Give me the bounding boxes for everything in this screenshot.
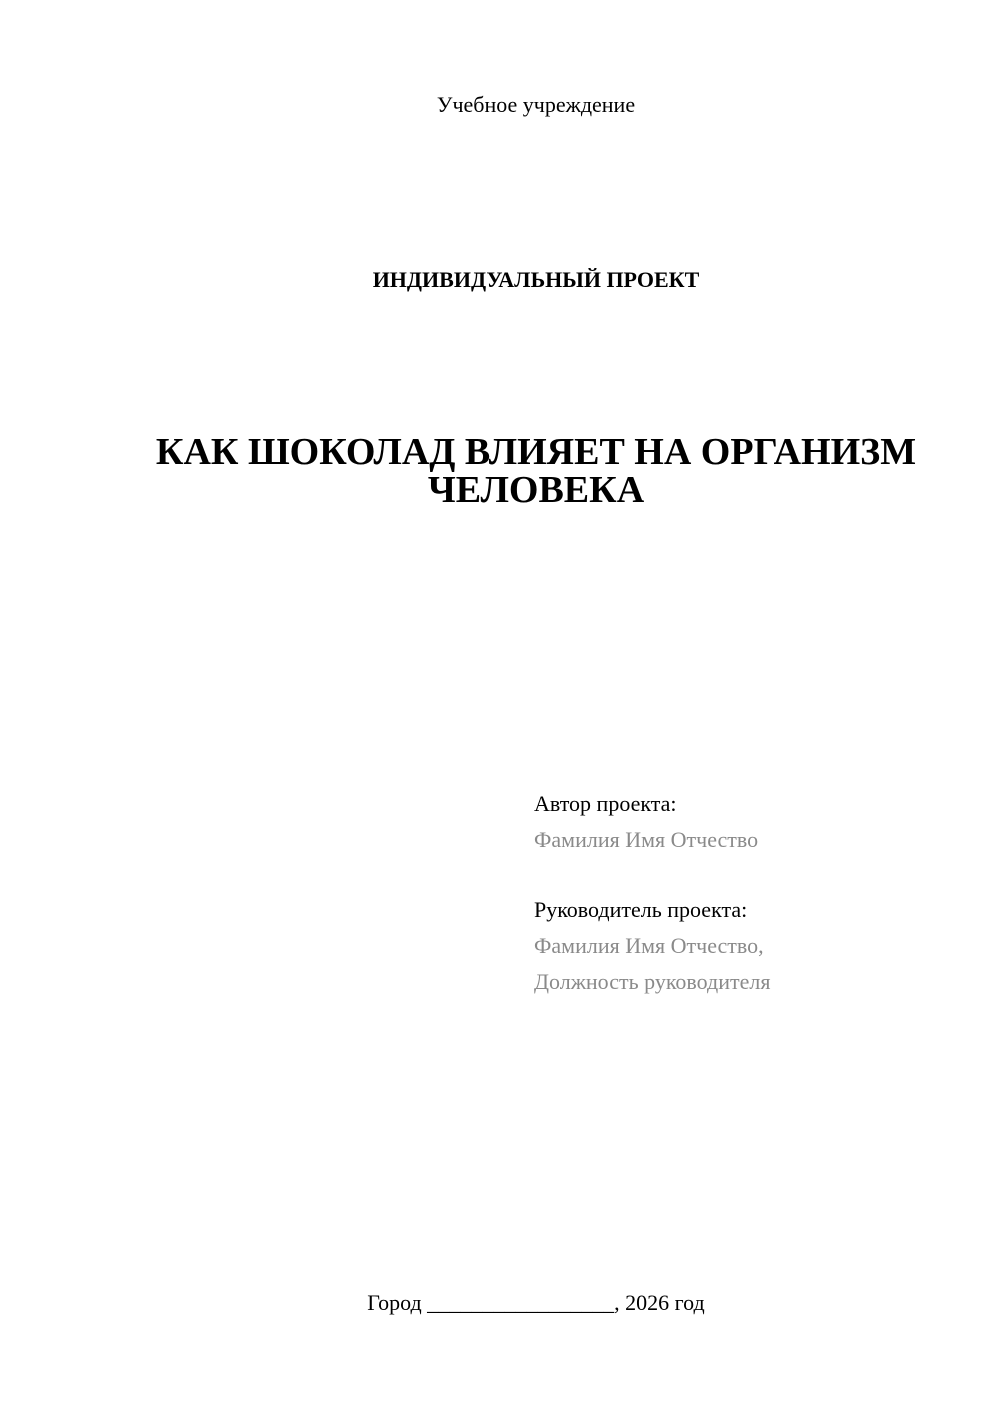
- supervisor-position: Должность руководителя: [534, 969, 771, 994]
- author-label: Автор проекта:: [534, 791, 677, 816]
- project-roles: [534, 786, 974, 1000]
- project-title-line-1: КАК ШОКОЛАД ВЛИЯЕТ НА ОРГАНИЗМ: [155, 431, 917, 473]
- supervisor-name: Фамилия Имя Отчество,: [534, 933, 764, 958]
- project-title: [120, 433, 952, 509]
- institution-name: Учебное учреждение: [436, 92, 636, 117]
- year-text: , 2026 год: [614, 1290, 705, 1315]
- roles-spacer: [534, 858, 974, 892]
- author-name: Фамилия Имя Отчество: [534, 827, 759, 852]
- supervisor-label: Руководитель проекта:: [534, 897, 748, 922]
- city-blank: _________________: [427, 1290, 615, 1315]
- project-title-line-2: ЧЕЛОВЕКА: [427, 469, 645, 511]
- city-year-line: [0, 1288, 1000, 1318]
- city-label: Город: [367, 1290, 422, 1315]
- project-type-heading: ИНДИВИДУАЛЬНЫЙ ПРОЕКТ: [372, 267, 700, 292]
